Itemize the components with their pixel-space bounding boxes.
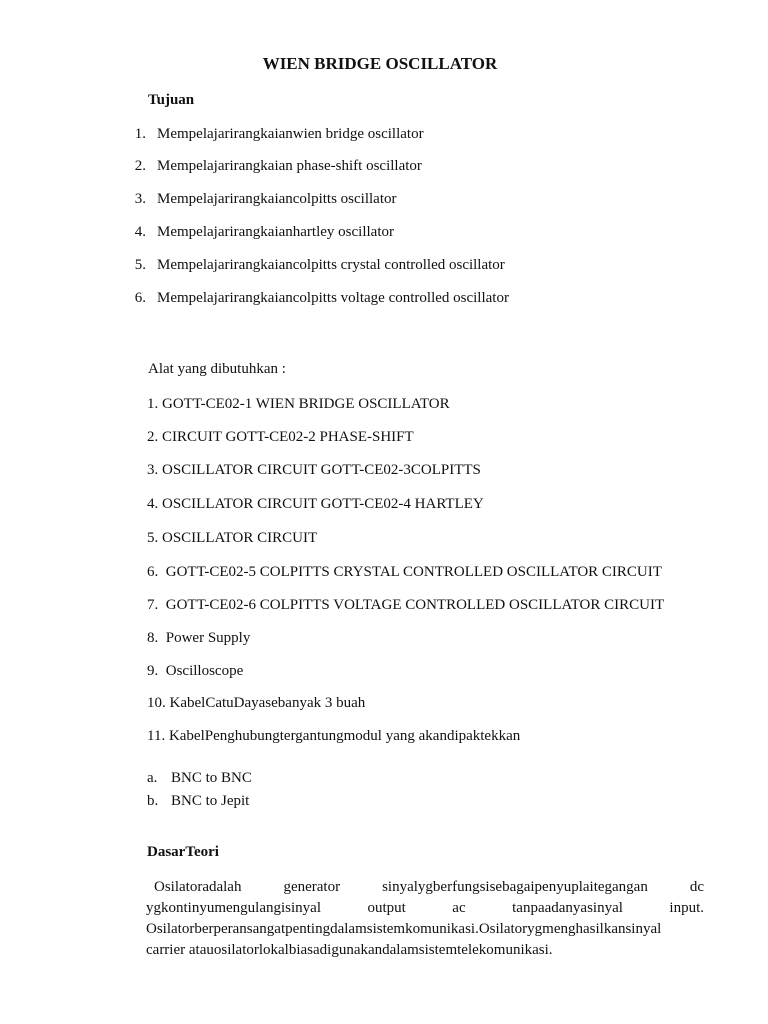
paragraph-line: ygkontinyumengulangisinyal output ac tanpaadanyasinyal input. <box>146 900 704 916</box>
list-item-letter: b. <box>147 793 159 809</box>
list-item-text: Mempelajarirangkaiancolpitts crystal controlled oscillator <box>157 257 505 273</box>
list-item-number: 6. <box>134 290 146 306</box>
list-item-text: BNC to BNC <box>171 770 252 786</box>
list-item-text: Mempelajarirangkaianhartley oscillator <box>157 224 394 240</box>
page-title: WIEN BRIDGE OSCILLATOR <box>262 54 498 73</box>
dasar-teori-paragraph <box>146 877 704 961</box>
list-item: 11. KabelPenghubungtergantungmodul yang akandipaktekkan <box>147 728 521 744</box>
paragraph-line: Osilatoradalah generator sinyalygberfungsisebagaipenyuplaitegangan dc <box>154 879 704 895</box>
list-item: 2. CIRCUIT GOTT-CE02-2 PHASE-SHIFT <box>147 429 414 445</box>
list-item: 1. GOTT-CE02-1 WIEN BRIDGE OSCILLATOR <box>147 396 450 412</box>
list-item-text: Mempelajarirangkaianwien bridge oscillator <box>157 126 424 142</box>
list-item-number: 3. <box>134 191 146 207</box>
alat-heading: Alat yang dibutuhkan : <box>148 361 286 377</box>
list-item: 7. GOTT-CE02-6 COLPITTS VOLTAGE CONTROLLED OSCILLATOR CIRCUIT <box>147 597 665 613</box>
tujuan-heading: Tujuan <box>148 92 195 108</box>
list-item-number: 4. <box>134 224 146 240</box>
list-item-text: Mempelajarirangkaiancolpitts voltage controlled oscillator <box>157 290 509 306</box>
list-item: 6. GOTT-CE02-5 COLPITTS CRYSTAL CONTROLLED OSCILLATOR CIRCUIT <box>147 564 662 580</box>
list-item-text: Mempelajarirangkaiancolpitts oscillator <box>157 191 397 207</box>
list-item: 8. Power Supply <box>147 630 251 646</box>
list-item: 4. OSCILLATOR CIRCUIT GOTT-CE02-4 HARTLEY <box>147 496 484 512</box>
list-item-letter: a. <box>147 770 158 786</box>
list-item: 3. OSCILLATOR CIRCUIT GOTT-CE02-3COLPITTS <box>147 462 481 478</box>
paragraph-line: Osilatorberperansangatpentingdalamsistemkomunikasi.Osilatorygmenghasilkansinyal <box>146 921 662 937</box>
dasar-teori-heading: DasarTeori <box>147 844 219 860</box>
list-item: 5. OSCILLATOR CIRCUIT <box>147 530 318 546</box>
list-item-number: 1. <box>134 126 146 142</box>
list-item-number: 5. <box>134 257 146 273</box>
list-item: 9. Oscilloscope <box>147 663 244 679</box>
paragraph-line: carrier atauosilatorlokalbiasadigunakandalamsistemtelekomunikasi. <box>146 942 553 958</box>
list-item-number: 2. <box>134 158 146 174</box>
list-item: 10. KabelCatuDayasebanyak 3 buah <box>147 695 366 711</box>
list-item-text: BNC to Jepit <box>171 793 250 809</box>
list-item-text: Mempelajarirangkaian phase-shift oscillator <box>157 158 422 174</box>
